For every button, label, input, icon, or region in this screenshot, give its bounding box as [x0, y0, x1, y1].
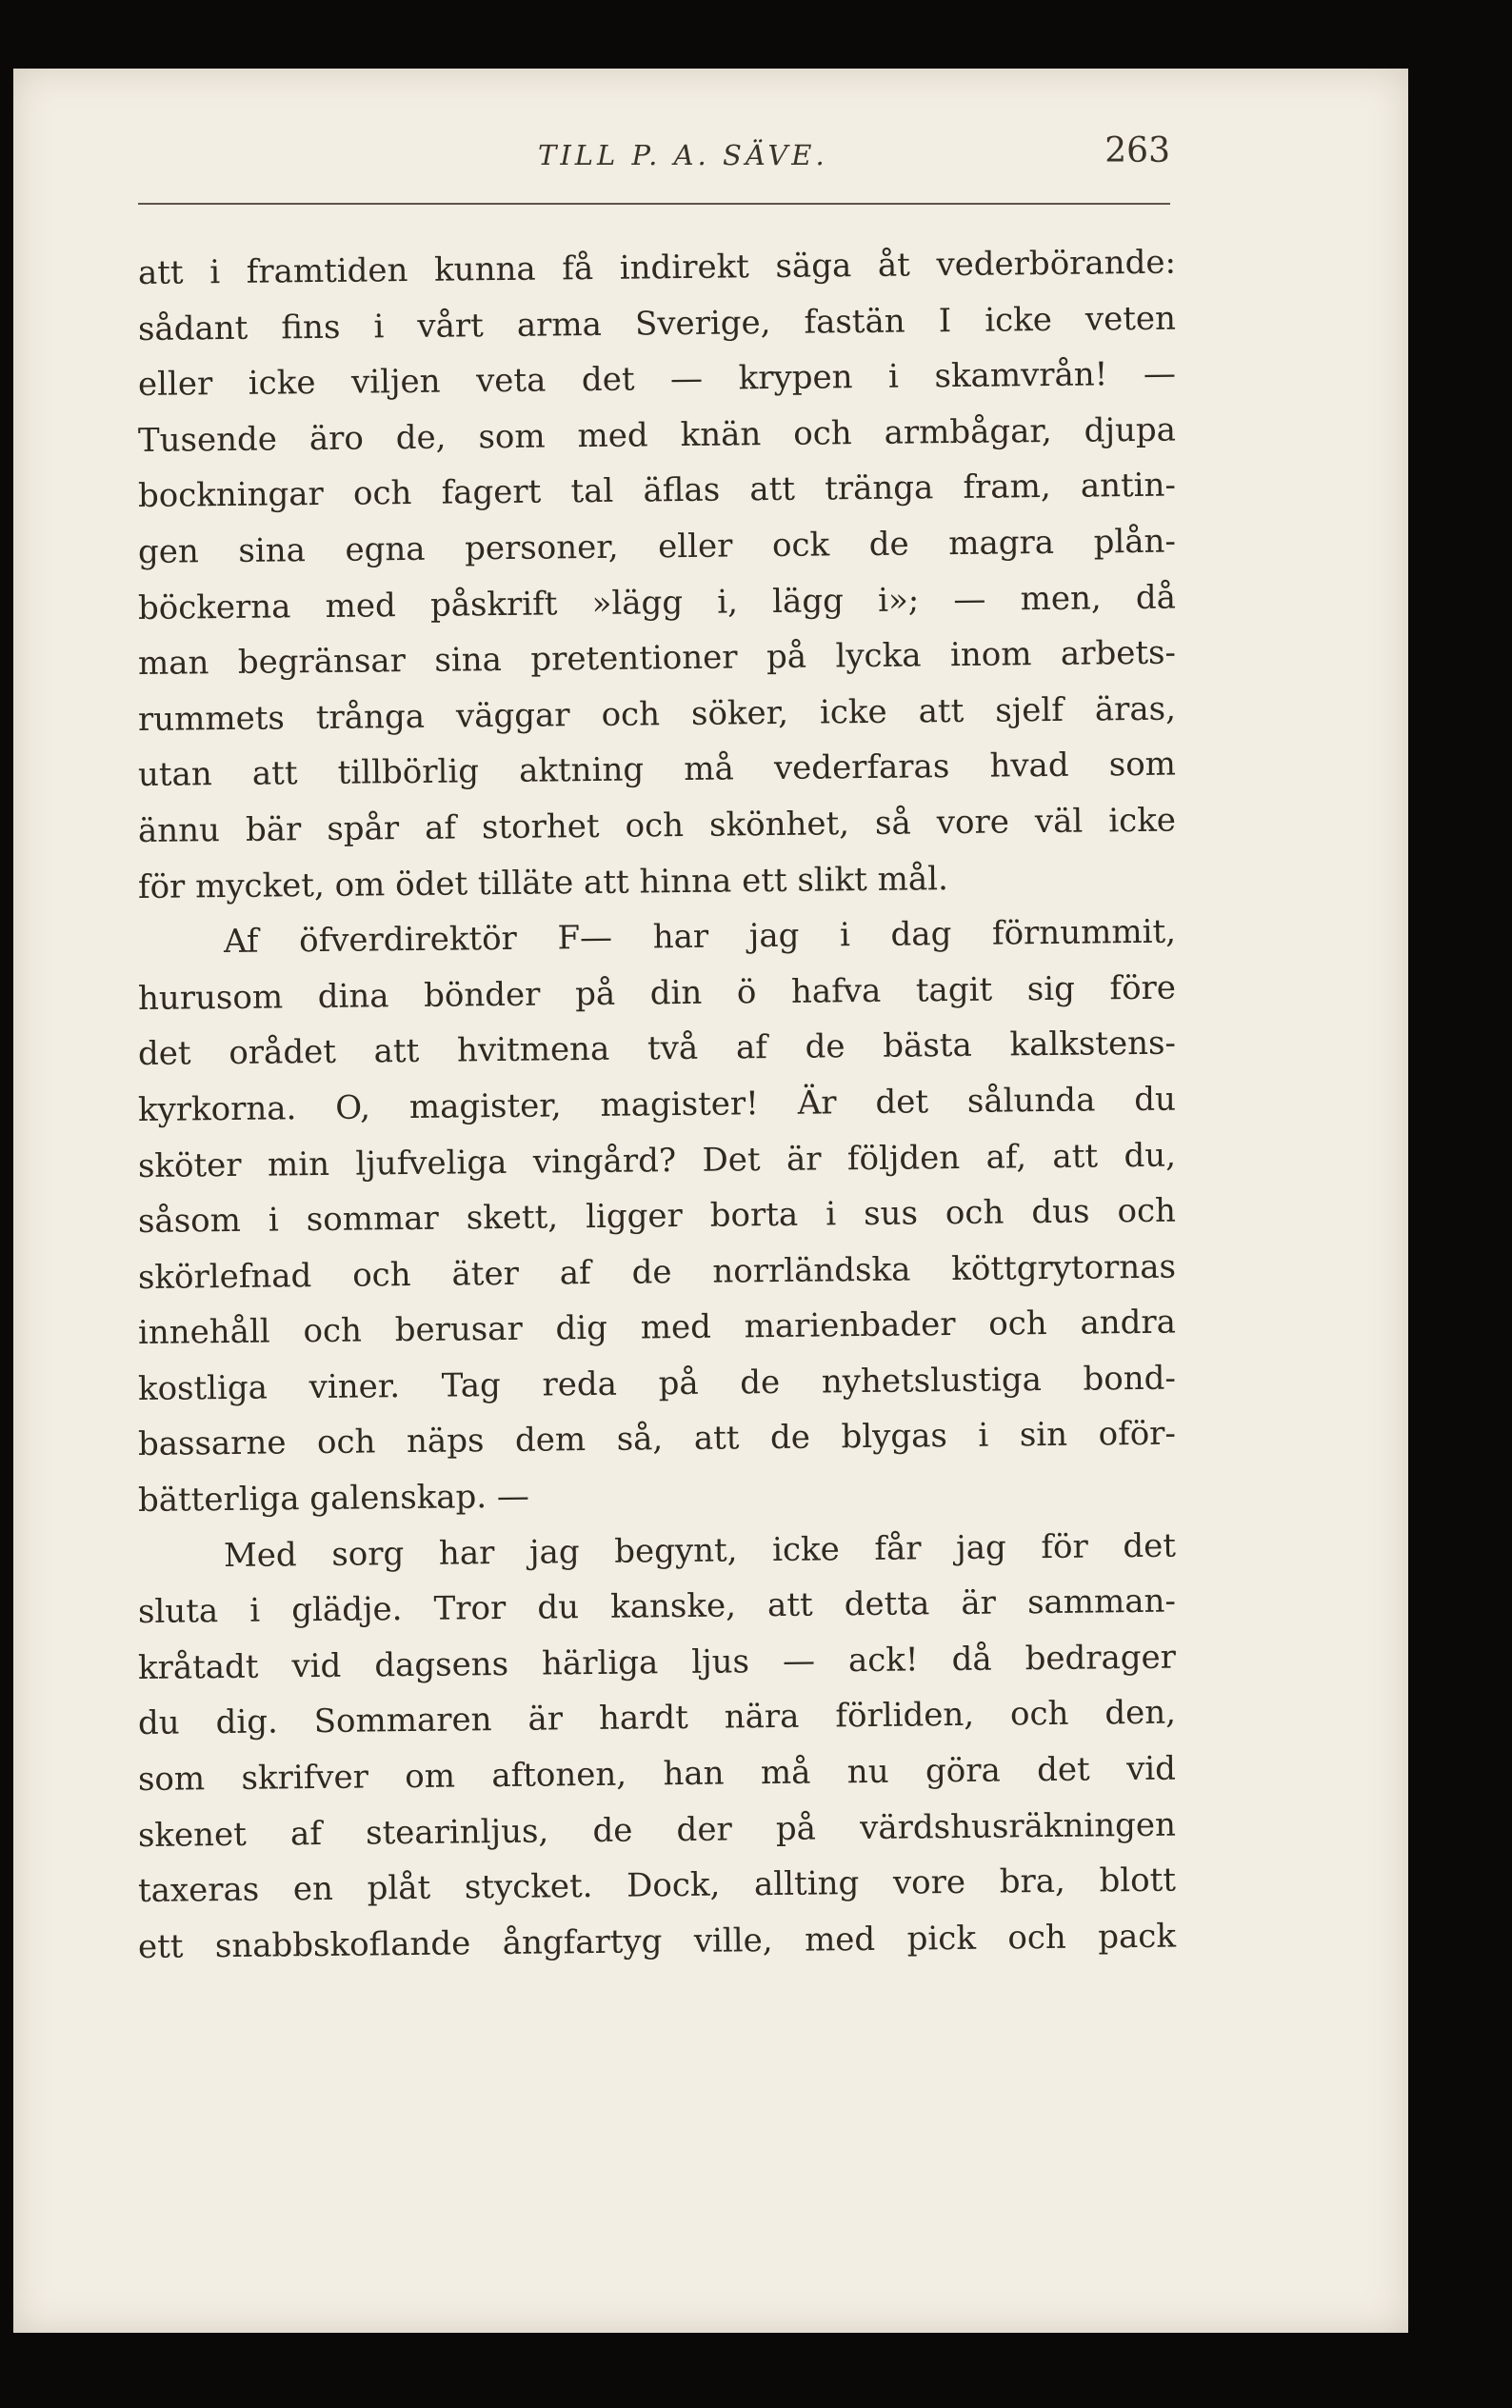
- text-line: sluta i glädje. Tror du kanske, att detta är samman-: [137, 1582, 1177, 1632]
- text-line: innehåll och berusar dig med marienbader och andra: [137, 1303, 1177, 1353]
- text-line: sköter min ljufveliga vingård? Det är följden af, att du,: [137, 1136, 1177, 1185]
- text-line: ännu bär spår af storhet och skönhet, så vore väl icke: [137, 801, 1177, 850]
- body-text: [137, 243, 1177, 1975]
- page-number: 263: [1104, 131, 1170, 170]
- text-line: kyrkorna. O, magister, magister! Är det sålunda du: [137, 1080, 1177, 1129]
- text-line: Af öfverdirektör F— har jag i dag förnummit,: [223, 912, 1177, 962]
- text-line: böckerna med påskrift »lägg i, lägg i»; — men, då: [137, 578, 1177, 627]
- text-line: bätterliga galenskap. —: [137, 1477, 530, 1521]
- text-line: det orådet att hvitmena två af de bästa kalkstens-: [137, 1024, 1177, 1074]
- text-line: taxeras en plåt stycket. Dock, allting vore bra, blott: [137, 1861, 1177, 1911]
- text-line: eller icke viljen veta det — krypen i skamvrån! —: [137, 354, 1177, 405]
- text-line: för mycket, om ödet tilläte att hinna ett slikt mål.: [137, 859, 949, 906]
- text-line: bockningar och fagert tal äflas att tränga fram, antin-: [137, 466, 1177, 516]
- text-line: sådant fins i vårt arma Sverige, fastän I icke veten: [137, 299, 1177, 348]
- text-line: man begränsar sina pretentioner på lycka inom arbets-: [137, 633, 1177, 684]
- header-rule: [138, 203, 1170, 205]
- text-line: som skrifver om aftonen, han må nu göra det vid: [137, 1749, 1177, 1800]
- text-line: skörlefnad och äter af de norrländska köttgrytornas: [137, 1247, 1177, 1297]
- text-line: att i framtiden kunna få indirekt säga åt vederbörande:: [137, 243, 1177, 292]
- text-line: Med sorg har jag begynt, icke får jag för det: [223, 1526, 1177, 1575]
- text-line: hurusom dina bönder på din ö hafva tagit sig före: [137, 968, 1177, 1018]
- text-line: skenet af stearinljus, de der på värdshusräkningen: [137, 1805, 1177, 1855]
- text-line: gen sina egna personer, eller ock de magra plån-: [137, 522, 1177, 571]
- text-line: ett snabbskoflande ångfartyg ville, med pick och pack: [137, 1917, 1177, 1966]
- text-line: Tusende äro de, som med knän och armbågar, djupa: [137, 410, 1177, 460]
- text-line: kostliga viner. Tag reda på de nyhetslustiga bond-: [137, 1359, 1177, 1408]
- running-title: TILL P. A. SÄVE.: [538, 139, 828, 171]
- text-line: kråtadt vid dagsens härliga ljus — ack! då bedrager: [137, 1638, 1177, 1687]
- text-line: du dig. Sommaren är hardt nära förliden, och den,: [137, 1694, 1177, 1743]
- text-line: rummets trånga väggar och söker, icke att sjelf äras,: [137, 689, 1177, 739]
- text-line: såsom i sommar skett, ligger borta i sus och dus och: [137, 1191, 1177, 1242]
- page-header: [138, 131, 1170, 189]
- text-line: bassarne och näps dem så, att de blygas i sin oför-: [137, 1415, 1177, 1464]
- text-line: utan att tillbörlig aktning må vederfaras hvad som: [137, 745, 1177, 795]
